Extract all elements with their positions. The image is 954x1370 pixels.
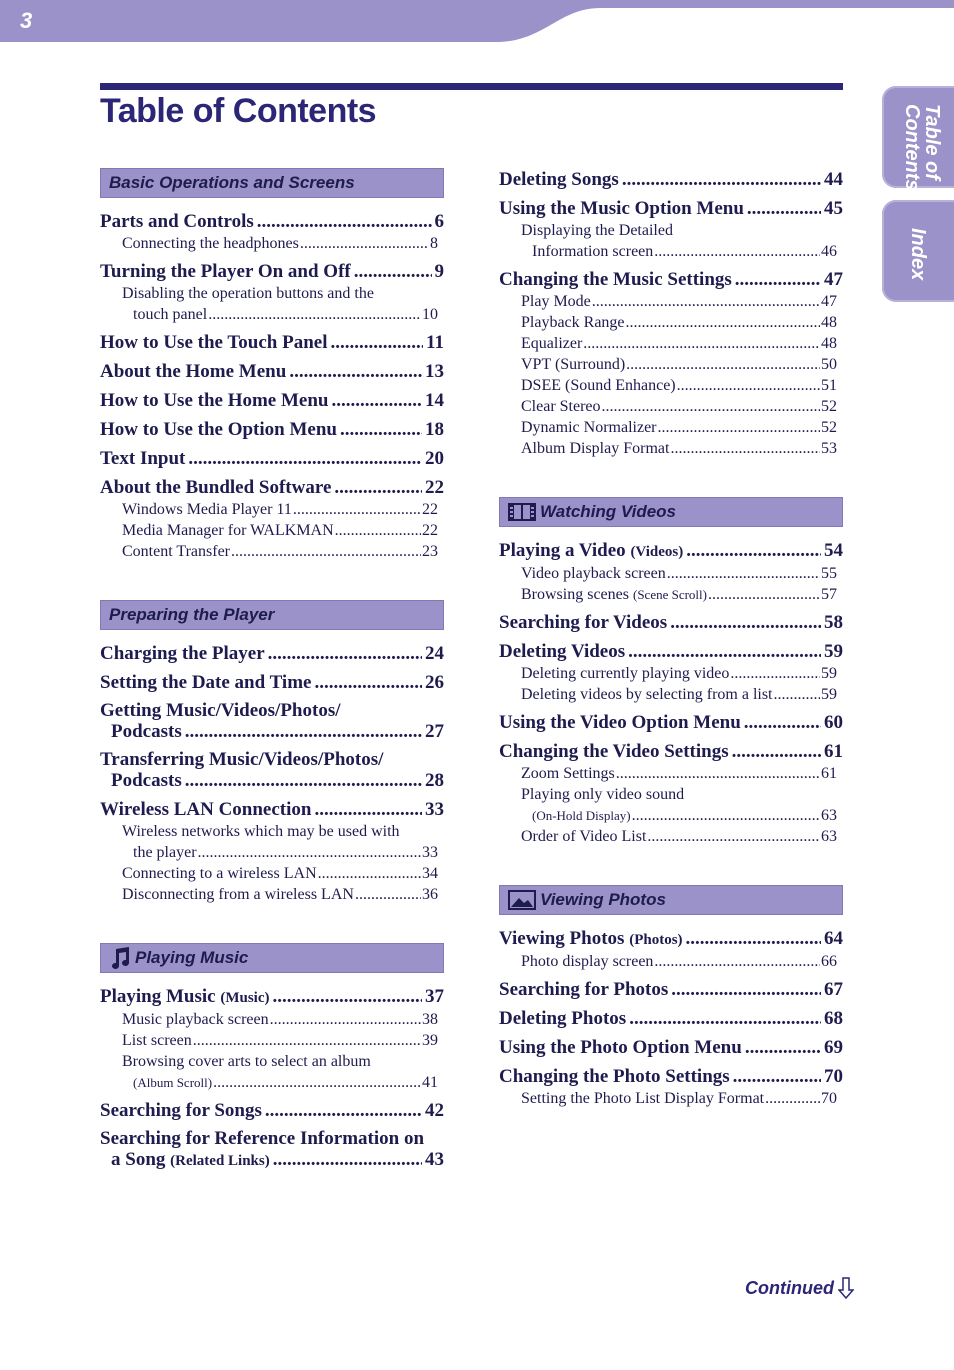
toc-entry[interactable]: About the Bundled Software ..... 22	[100, 477, 444, 499]
toc-subentry[interactable]: (Album Scroll) ..... 41	[100, 1072, 438, 1093]
toc-entry[interactable]: Changing the Photo Settings ..... 70	[499, 1066, 843, 1088]
tab-index[interactable]	[882, 200, 954, 302]
toc-entry[interactable]: Playing Music (Music) ..... 37	[100, 986, 444, 1009]
toc-subentry[interactable]: Equalizer ..... 48	[499, 333, 837, 354]
toc-entry[interactable]: Using the Music Option Menu ..... 45	[499, 198, 843, 220]
toc-entry[interactable]: Viewing Photos (Photos) ..... 64	[499, 928, 843, 951]
toc-subentry[interactable]: Dynamic Normalizer ..... 52	[499, 417, 837, 438]
continued-label: Continued	[745, 1277, 834, 1298]
toc-subentry[interactable]: Setting the Photo List Display Format ..... 70	[499, 1088, 837, 1109]
toc-entry-line[interactable]: Transferring Music/Videos/Photos/	[100, 749, 384, 770]
arrow-down-icon	[838, 1277, 854, 1299]
photo-icon	[508, 890, 536, 910]
toc-entry[interactable]: Wireless LAN Connection ..... 33	[100, 799, 444, 821]
toc-entry[interactable]: Podcasts ..... 27	[100, 721, 444, 743]
section-title: Basic Operations and Screens	[109, 173, 355, 192]
toc-entry[interactable]: Searching for Photos ..... 67	[499, 979, 843, 1001]
toc-entry[interactable]: Setting the Date and Time ..... 26	[100, 672, 444, 694]
toc-subentry-line[interactable]: Displaying the Detailed	[521, 222, 673, 239]
toc-left-column	[100, 168, 444, 1172]
toc-entry[interactable]: Playing a Video (Videos) ..... 54	[499, 540, 843, 563]
toc-subentry[interactable]: VPT (Surround) ..... 50	[499, 354, 837, 375]
toc-subentry[interactable]: Album Display Format ..... 53	[499, 438, 837, 459]
toc-entry-line[interactable]: Getting Music/Videos/Photos/	[100, 700, 341, 721]
toc-subentry[interactable]: Connecting to a wireless LAN ..... 34	[100, 863, 438, 884]
title-rule	[100, 83, 843, 90]
toc-subentry[interactable]: the player ..... 33	[100, 842, 438, 863]
toc-entry[interactable]: Charging the Player ..... 24	[100, 643, 444, 665]
toc-entry[interactable]: About the Home Menu ..... 13	[100, 361, 444, 383]
toc-entry[interactable]: Changing the Video Settings ..... 61	[499, 741, 843, 763]
section-watching-videos	[499, 497, 843, 527]
toc-entry[interactable]: How to Use the Home Menu ..... 14	[100, 390, 444, 412]
toc-entry[interactable]: Deleting Songs ..... 44	[499, 169, 843, 191]
toc-entry[interactable]: Searching for Songs ..... 42	[100, 1100, 444, 1122]
toc-entry[interactable]: Deleting Photos ..... 68	[499, 1008, 843, 1030]
tab-index-label: Index	[907, 228, 929, 281]
toc-subentry[interactable]: Photo display screen ..... 66	[499, 951, 837, 972]
toc-subentry[interactable]: Playback Range ..... 48	[499, 312, 837, 333]
toc-entry[interactable]: Text Input ..... 20	[100, 448, 444, 470]
section-title: Watching Videos	[540, 502, 677, 521]
toc-subentry[interactable]: Deleting videos by selecting from a list ..... 59	[499, 684, 837, 705]
toc-entry[interactable]: Podcasts ..... 28	[100, 770, 444, 792]
toc-subentry[interactable]: Content Transfer ..... 23	[100, 541, 438, 562]
toc-subentry[interactable]: Play Mode ..... 47	[499, 291, 837, 312]
toc-subentry-line[interactable]: Disabling the operation buttons and the	[122, 285, 374, 302]
toc-entry[interactable]: Searching for Videos ..... 58	[499, 612, 843, 634]
toc-subentry[interactable]: Clear Stereo ..... 52	[499, 396, 837, 417]
toc-entry[interactable]: Turning the Player On and Off ..... 9	[100, 261, 444, 283]
toc-entry[interactable]: a Song (Related Links) ..... 43	[100, 1149, 444, 1172]
film-icon	[508, 503, 536, 521]
section-title: Playing Music	[135, 948, 249, 967]
toc-subentry[interactable]: touch panel ..... 10	[100, 304, 438, 325]
section-viewing-photos	[499, 885, 843, 915]
toc-subentry[interactable]: (On-Hold Display) ..... 63	[499, 805, 837, 826]
toc-subentry[interactable]: Media Manager for WALKMAN ..... 22	[100, 520, 438, 541]
toc-entry-line[interactable]: Searching for Reference Information on	[100, 1128, 425, 1149]
toc-entry[interactable]: Changing the Music Settings ..... 47	[499, 269, 843, 291]
toc-entry[interactable]: Using the Video Option Menu ..... 60	[499, 712, 843, 734]
toc-subentry[interactable]: Connecting the headphones ..... 8	[100, 233, 438, 254]
toc-subentry[interactable]: Video playback screen ..... 55	[499, 563, 837, 584]
toc-right-column	[499, 162, 843, 1109]
toc-entry[interactable]: How to Use the Option Menu ..... 18	[100, 419, 444, 441]
section-basic-operations	[100, 168, 444, 198]
toc-entry[interactable]: Deleting Videos ..... 59	[499, 641, 843, 663]
continued-link[interactable]	[745, 1277, 854, 1299]
toc-subentry[interactable]: Deleting currently playing video ..... 59	[499, 663, 837, 684]
page-number: 3	[20, 8, 33, 33]
toc-subentry[interactable]: Zoom Settings ..... 61	[499, 763, 837, 784]
toc-subentry-line[interactable]: Playing only video sound	[521, 786, 685, 803]
toc-subentry-line[interactable]: Wireless networks which may be used with	[122, 823, 400, 840]
toc-subentry[interactable]: Disconnecting from a wireless LAN ..... 36	[100, 884, 438, 905]
page-title: Table of Contents	[100, 92, 377, 130]
toc-subentry[interactable]: Order of Video List ..... 63	[499, 826, 837, 847]
section-title: Viewing Photos	[540, 890, 666, 909]
toc-subentry[interactable]: List screen ..... 39	[100, 1030, 438, 1051]
toc-subentry[interactable]: Windows Media Player 11 ..... 22	[100, 499, 438, 520]
music-note-icon	[109, 946, 131, 970]
tab-toc-label: Table of Contents	[901, 104, 943, 191]
toc-entry[interactable]: Using the Photo Option Menu ..... 69	[499, 1037, 843, 1059]
toc-entry[interactable]: How to Use the Touch Panel ..... 11	[100, 332, 444, 354]
section-title: Preparing the Player	[109, 605, 275, 624]
toc-entry[interactable]: Parts and Controls ..... 6	[100, 211, 444, 233]
section-playing-music	[100, 943, 444, 973]
toc-subentry[interactable]: DSEE (Sound Enhance) ..... 51	[499, 375, 837, 396]
toc-subentry[interactable]: Music playback screen ..... 38	[100, 1009, 438, 1030]
header-band	[0, 0, 954, 44]
section-preparing-player	[100, 600, 444, 630]
toc-subentry-line[interactable]: Browsing cover arts to select an album	[122, 1053, 371, 1070]
toc-subentry[interactable]: Browsing scenes (Scene Scroll) ..... 57	[499, 584, 837, 605]
toc-subentry[interactable]: Information screen ..... 46	[499, 241, 837, 262]
tab-table-of-contents[interactable]	[882, 86, 954, 191]
